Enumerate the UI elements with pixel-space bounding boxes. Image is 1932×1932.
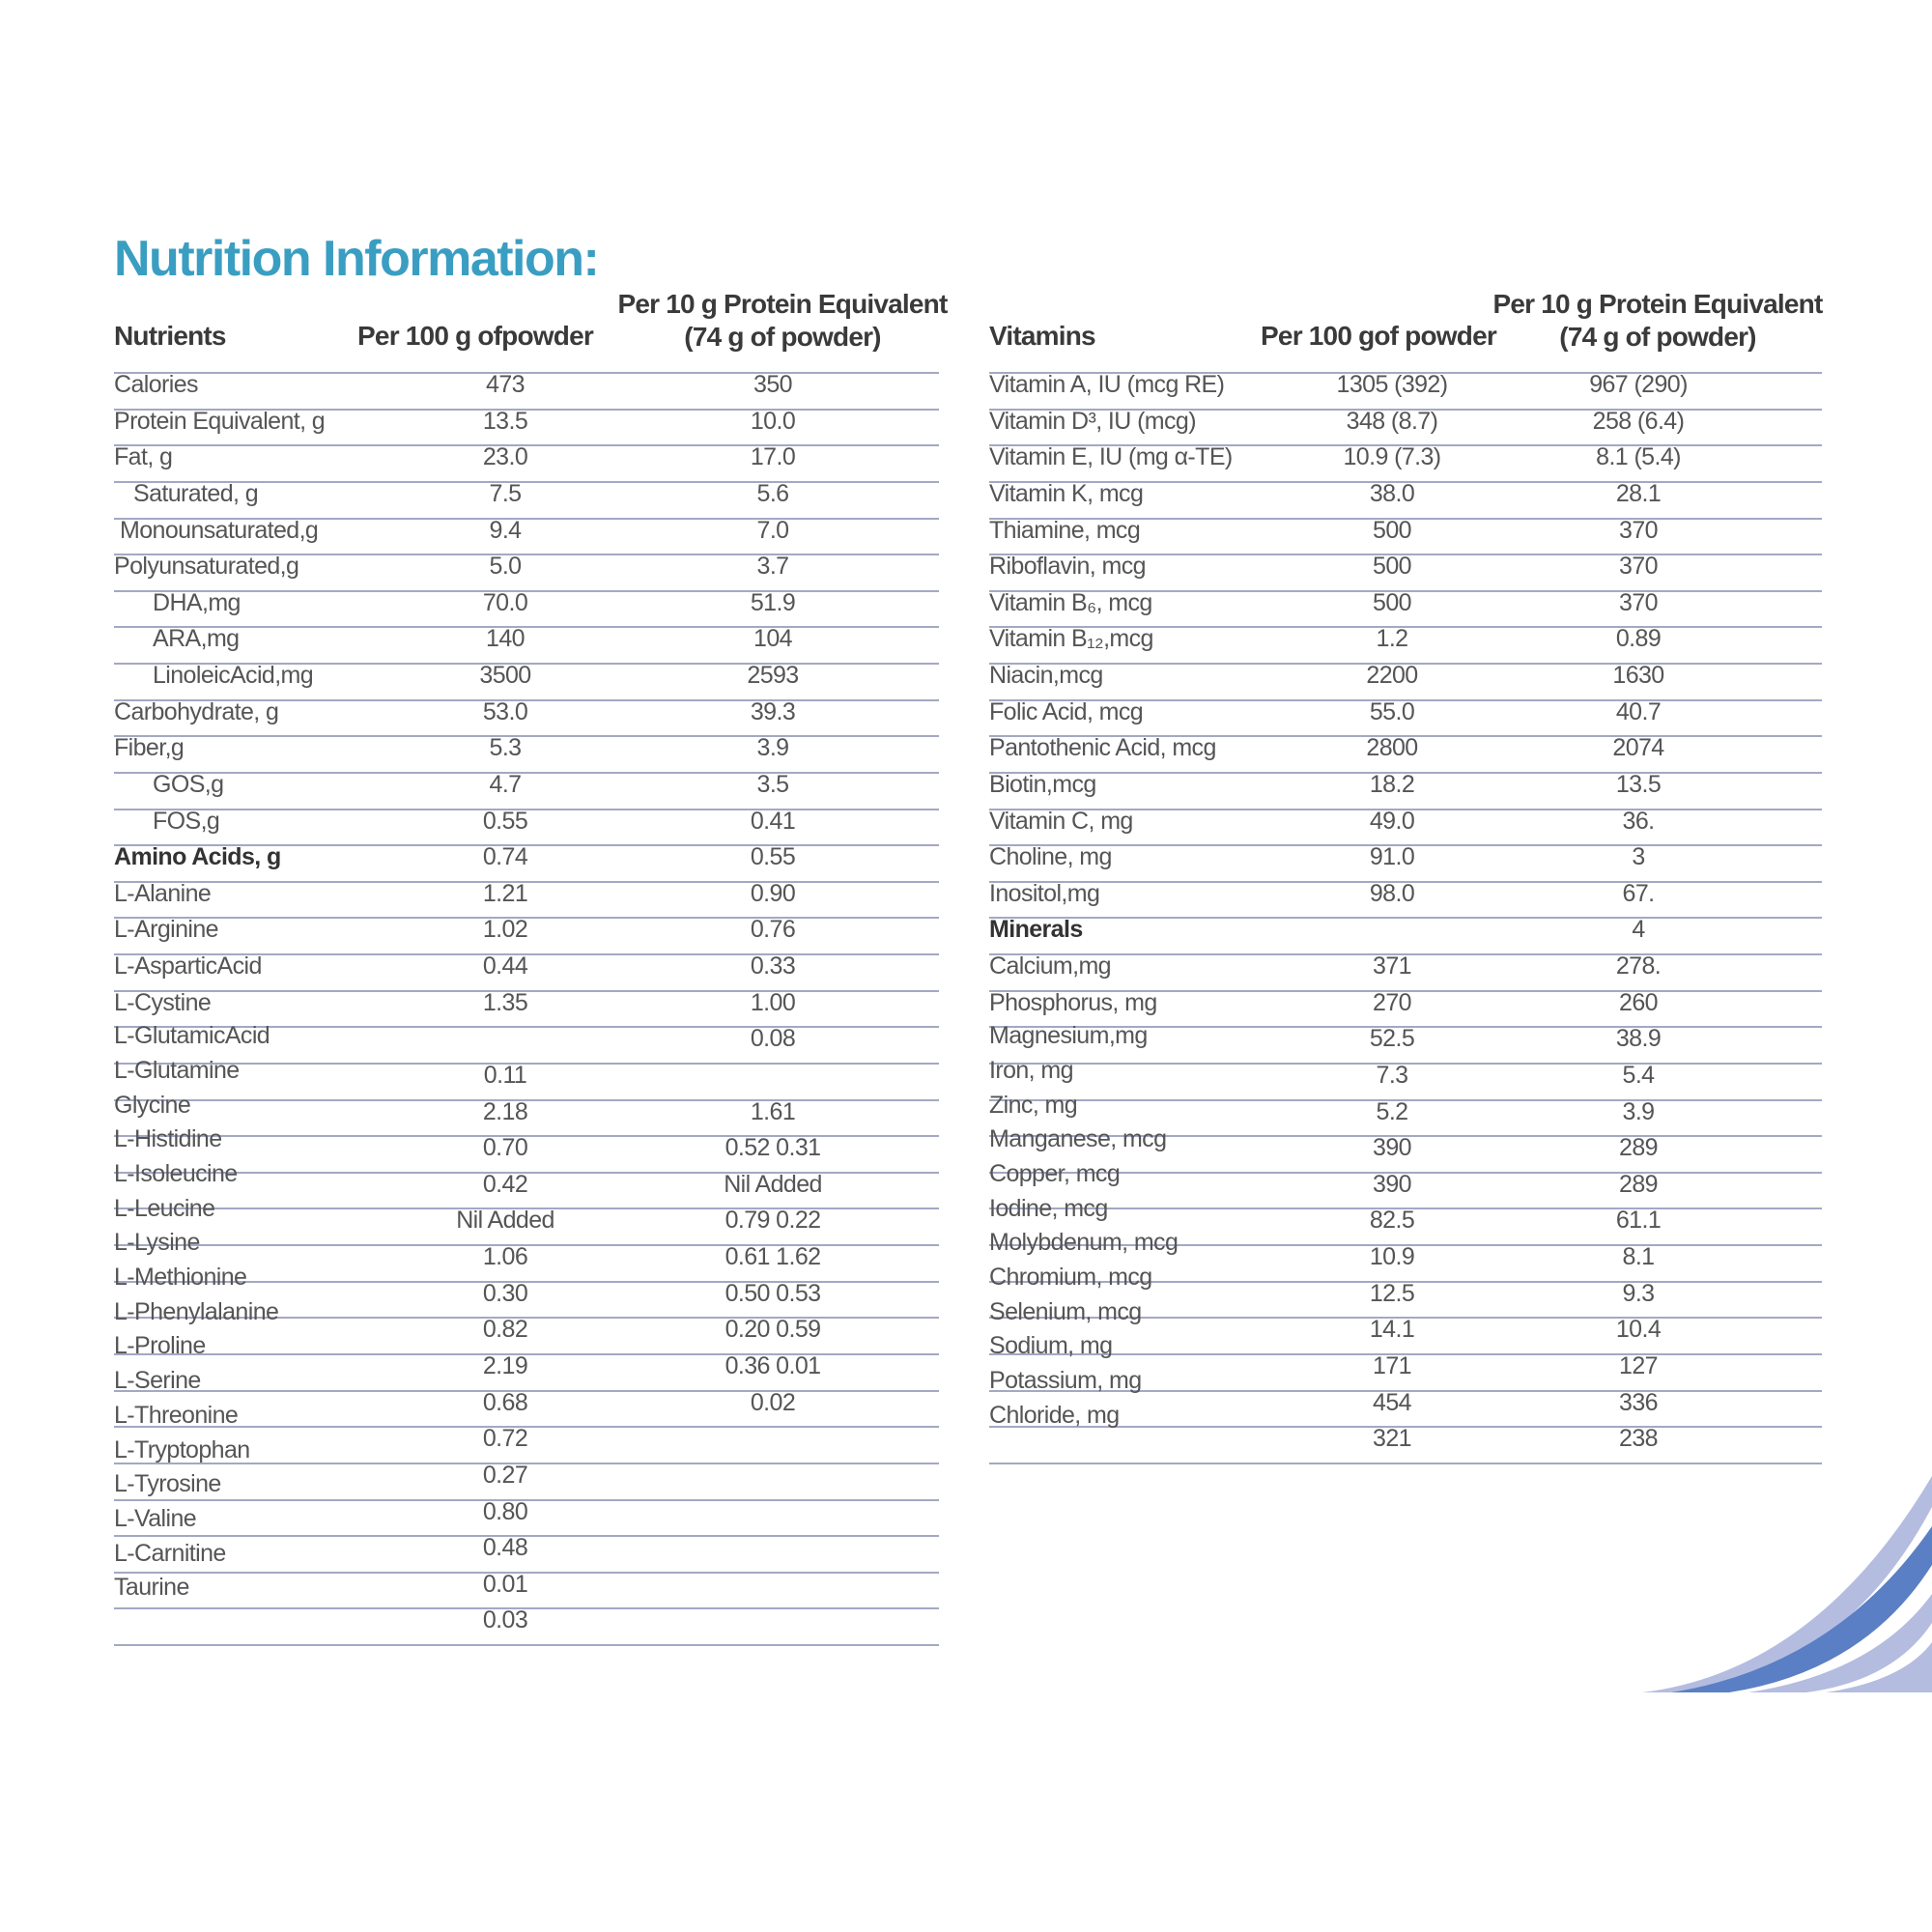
per-100g-value: 91.0	[1369, 843, 1415, 871]
per-100g-value: 7.3	[1376, 1061, 1408, 1089]
per-10g-value: 8.1 (5.4)	[1596, 443, 1681, 471]
per-100g-value: 2200	[1366, 662, 1418, 690]
per-10g-header-line2: (74 g of powder)	[684, 322, 881, 352]
row-label: Chromium, mcg	[989, 1264, 1152, 1291]
row-label: Polyunsaturated,g	[114, 553, 299, 581]
row-label: Magnesium,mg	[989, 1022, 1148, 1050]
row-label: Saturated, g	[133, 479, 259, 507]
per-10g-value: 38.9	[1615, 1025, 1662, 1053]
per-10g-value: 8.1	[1622, 1243, 1655, 1271]
per-10g-value: 51.9	[750, 588, 796, 616]
per-100g-value: 321	[1373, 1425, 1411, 1453]
per-100g-value: 18.2	[1369, 770, 1415, 798]
per-10g-value: 258 (6.4)	[1592, 407, 1685, 435]
row-label: L-Threonine	[114, 1401, 239, 1429]
row-label: L-Serine	[114, 1367, 201, 1395]
per-10g-value: 278.	[1615, 952, 1662, 980]
per-100g-value: 7.5	[489, 479, 522, 507]
per-10g-value: 0.55	[750, 843, 796, 871]
row-label: L-Histidine	[114, 1125, 222, 1153]
per-100g-value: 5.2	[1376, 1097, 1408, 1125]
per-10g-value: 61.1	[1615, 1207, 1662, 1235]
per-100g-value: 140	[486, 625, 525, 653]
per-100g-value: 0.74	[482, 843, 528, 871]
per-100g-value: 14.1	[1369, 1316, 1415, 1344]
per-10g-header-line1: Per 10 g Protein Equivalent	[1492, 289, 1823, 319]
row-label: L-Arginine	[114, 916, 218, 944]
per-10g-value: 370	[1619, 553, 1658, 581]
per-10g-value: 0.76	[750, 916, 796, 944]
per-100g-value: 23.0	[482, 443, 528, 471]
per-10g-value: 0.61 1.62	[724, 1243, 821, 1271]
row-label: L-Alanine	[114, 879, 212, 907]
per-100g-value: 1.21	[482, 879, 528, 907]
nutrients-header: Nutrients	[114, 321, 226, 351]
per-100g-value: 0.48	[482, 1534, 528, 1562]
row-label: L-AsparticAcid	[114, 952, 262, 980]
table-rule	[989, 917, 1822, 919]
per-100g-value: 55.0	[1369, 697, 1415, 725]
row-label: Vitamin D³, IU (mcg)	[989, 407, 1196, 435]
per-10g-value: 370	[1619, 516, 1658, 544]
per-100g-value: 1305 (392)	[1336, 371, 1448, 398]
per-10g-value: 350	[753, 371, 792, 398]
row-label: Calories	[114, 371, 198, 398]
row-label: Selenium, mcg	[989, 1297, 1142, 1325]
row-label: FOS,g	[153, 807, 220, 835]
per-10g-value: 289	[1619, 1170, 1658, 1198]
per-100g-value: 0.68	[482, 1388, 528, 1416]
per-10g-value: 67.	[1622, 879, 1655, 907]
per-10g-value: 104	[753, 625, 792, 653]
per-10g-value: 39.3	[750, 697, 796, 725]
row-label: Iodine, mcg	[989, 1194, 1108, 1222]
per-100g-value: 2.18	[482, 1097, 528, 1125]
per-100g-value: 390	[1373, 1134, 1411, 1162]
per-100g-value: 0.80	[482, 1497, 528, 1525]
per-10g-value: 0.41	[750, 807, 796, 835]
per-100g-value: 0.01	[482, 1570, 528, 1598]
row-label: Thiamine, mcg	[989, 516, 1141, 544]
per-10g-value: 3	[1632, 843, 1645, 871]
per-10g-value: 967 (290)	[1589, 371, 1688, 398]
per-100g-value: 171	[1373, 1352, 1411, 1379]
per-10g-value: 17.0	[750, 443, 796, 471]
per-100g-value: Nil Added	[456, 1207, 554, 1235]
per-100g-value: 0.30	[482, 1279, 528, 1307]
row-label: Inositol,mg	[989, 879, 1100, 907]
row-label: Folic Acid, mcg	[989, 697, 1144, 725]
per-10g-value: 9.3	[1622, 1279, 1655, 1307]
per-10g-value: 3.7	[756, 553, 789, 581]
row-label: Glycine	[114, 1091, 191, 1119]
vitamins-header: Vitamins	[989, 321, 1095, 351]
per-100g-value: 348 (8.7)	[1346, 407, 1438, 435]
row-label: Pantothenic Acid, mcg	[989, 734, 1216, 762]
per-100g-header: Per 100 gof powder	[1261, 321, 1496, 351]
per-100g-value: 0.72	[482, 1425, 528, 1453]
row-label: Potassium, mg	[989, 1367, 1142, 1395]
per-10g-value: 2593	[747, 662, 799, 690]
per-100g-header: Per 100 g ofpowder	[357, 321, 593, 351]
row-label: L-Valine	[114, 1504, 197, 1532]
row-label: ARA,mg	[153, 625, 240, 653]
per-100g-value: 500	[1373, 553, 1411, 581]
row-label: GOS,g	[153, 770, 224, 798]
row-label: L-Glutamine	[114, 1056, 240, 1084]
row-label: Fat, g	[114, 443, 173, 471]
per-100g-value: 3500	[479, 662, 531, 690]
per-100g-value: 454	[1373, 1388, 1411, 1416]
per-100g-value: 49.0	[1369, 807, 1415, 835]
per-10g-value: 1.61	[750, 1097, 796, 1125]
per-10g-value: Nil Added	[724, 1170, 822, 1198]
table-rule	[114, 1644, 939, 1646]
per-100g-value: 1.06	[482, 1243, 528, 1271]
row-label: L-Leucine	[114, 1194, 215, 1222]
per-100g-value: 0.55	[482, 807, 528, 835]
row-label: Vitamin C, mg	[989, 807, 1133, 835]
row-label: Vitamin E, IU (mg α-TE)	[989, 443, 1233, 471]
per-100g-value: 2.19	[482, 1352, 528, 1379]
per-100g-value: 4.7	[489, 770, 522, 798]
decorative-swoosh	[1642, 1449, 1932, 1700]
per-10g-value: 0.79 0.22	[724, 1207, 821, 1235]
per-100g-value: 0.27	[482, 1461, 528, 1489]
row-label: Calcium,mg	[989, 952, 1111, 980]
per-10g-header-line2: (74 g of powder)	[1559, 322, 1756, 352]
row-label: Niacin,mcg	[989, 662, 1103, 690]
per-10g-value: 0.90	[750, 879, 796, 907]
per-10g-value: 13.5	[1615, 770, 1662, 798]
row-label: L-Cystine	[114, 988, 212, 1016]
per-10g-value: 238	[1619, 1425, 1658, 1453]
per-100g-value: 500	[1373, 588, 1411, 616]
per-100g-value: 1.2	[1376, 625, 1408, 653]
per-10g-value: 5.6	[756, 479, 789, 507]
per-100g-value: 70.0	[482, 588, 528, 616]
per-100g-value: 0.03	[482, 1606, 528, 1634]
per-10g-value: 0.52 0.31	[724, 1134, 821, 1162]
per-10g-value: 36.	[1622, 807, 1655, 835]
per-10g-value: 3.9	[1622, 1097, 1655, 1125]
row-label: Monounsaturated,g	[120, 516, 319, 544]
per-100g-value: 473	[486, 371, 525, 398]
per-100g-value: 1.02	[482, 916, 528, 944]
row-label: Sodium, mg	[989, 1332, 1113, 1360]
per-100g-value: 0.82	[482, 1316, 528, 1344]
per-10g-value: 2074	[1612, 734, 1664, 762]
row-label: Vitamin A, IU (mcg RE)	[989, 371, 1225, 398]
row-label: Zinc, mg	[989, 1091, 1078, 1119]
per-10g-value: 260	[1619, 988, 1658, 1016]
section-heading: Minerals	[989, 916, 1083, 944]
per-10g-value: 0.50 0.53	[724, 1279, 821, 1307]
per-10g-value: 1.00	[750, 988, 796, 1016]
row-label: Vitamin B₆, mcg	[989, 588, 1152, 616]
per-10g-value: 289	[1619, 1134, 1658, 1162]
table-rule	[114, 772, 939, 774]
per-10g-value: 3.5	[756, 770, 789, 798]
row-label: L-Tryptophan	[114, 1435, 250, 1463]
per-10g-value: 0.36 0.01	[724, 1352, 821, 1379]
per-100g-value: 10.9 (7.3)	[1343, 443, 1441, 471]
row-label: Copper, mcg	[989, 1159, 1121, 1187]
per-100g-value: 5.0	[489, 553, 522, 581]
per-100g-value: 82.5	[1369, 1207, 1415, 1235]
per-10g-value: 0.02	[750, 1388, 796, 1416]
per-10g-value: 3.9	[756, 734, 789, 762]
row-label: Phosphorus, mg	[989, 988, 1157, 1016]
page-title: Nutrition Information:	[114, 231, 599, 287]
row-label: Fiber,g	[114, 734, 185, 762]
row-label: L-Lysine	[114, 1229, 200, 1257]
section-heading: Amino Acids, g	[114, 843, 281, 871]
per-100g-value: 9.4	[489, 516, 522, 544]
row-label: L-Methionine	[114, 1264, 247, 1291]
per-10g-value: 370	[1619, 588, 1658, 616]
per-100g-value: 5.3	[489, 734, 522, 762]
per-10g-value: 7.0	[756, 516, 789, 544]
row-label: Riboflavin, mcg	[989, 553, 1146, 581]
row-label: Vitamin B₁₂,mcg	[989, 625, 1153, 653]
per-10g-value: 0.33	[750, 952, 796, 980]
row-label: L-GlutamicAcid	[114, 1022, 270, 1050]
per-100g-value: 0.42	[482, 1170, 528, 1198]
per-100g-value: 270	[1373, 988, 1411, 1016]
per-10g-value: 0.89	[1615, 625, 1662, 653]
row-label: L-Proline	[114, 1332, 206, 1360]
per-100g-value: 52.5	[1369, 1025, 1415, 1053]
per-100g-value: 2800	[1366, 734, 1418, 762]
per-10g-value: 28.1	[1615, 479, 1662, 507]
per-10g-value: 1630	[1612, 662, 1664, 690]
per-10g-header-line1: Per 10 g Protein Equivalent	[617, 289, 948, 319]
row-label: LinoleicAcid,mg	[153, 662, 314, 690]
row-label: Manganese, mcg	[989, 1125, 1167, 1153]
row-label: L-Tyrosine	[114, 1470, 221, 1498]
table-rule	[114, 735, 939, 737]
per-10g-value: 10.4	[1615, 1316, 1662, 1344]
per-100g-value: 98.0	[1369, 879, 1415, 907]
per-10g-value: 4	[1632, 916, 1645, 944]
row-label: Protein Equivalent, g	[114, 407, 326, 435]
per-100g-value: 10.9	[1369, 1243, 1415, 1271]
row-label: L-Isoleucine	[114, 1159, 238, 1187]
per-100g-value: 13.5	[482, 407, 528, 435]
row-label: Choline, mg	[989, 843, 1112, 871]
per-100g-value: 0.44	[482, 952, 528, 980]
row-label: Iron, mg	[989, 1056, 1073, 1084]
row-label: Carbohydrate, g	[114, 697, 279, 725]
per-10g-value: 5.4	[1622, 1061, 1655, 1089]
per-100g-value: 12.5	[1369, 1279, 1415, 1307]
row-label: Chloride, mg	[989, 1401, 1120, 1429]
row-label: L-Carnitine	[114, 1539, 226, 1567]
table-rule	[114, 372, 939, 374]
row-label: Molybdenum, mcg	[989, 1229, 1179, 1257]
per-100g-value: 53.0	[482, 697, 528, 725]
per-100g-value: 371	[1373, 952, 1411, 980]
per-100g-value: 500	[1373, 516, 1411, 544]
per-100g-value: 1.35	[482, 988, 528, 1016]
row-label: Taurine	[114, 1574, 189, 1602]
row-label: Biotin,mcg	[989, 770, 1096, 798]
per-10g-value: 336	[1619, 1388, 1658, 1416]
per-10g-value: 0.08	[750, 1025, 796, 1053]
per-10g-value: 10.0	[750, 407, 796, 435]
per-10g-value: 0.20 0.59	[724, 1316, 821, 1344]
per-100g-value: 390	[1373, 1170, 1411, 1198]
per-10g-value: 40.7	[1615, 697, 1662, 725]
per-100g-value: 0.70	[482, 1134, 528, 1162]
per-100g-value: 0.11	[483, 1061, 527, 1089]
per-10g-value: 127	[1619, 1352, 1658, 1379]
row-label: L-Phenylalanine	[114, 1297, 279, 1325]
row-label: DHA,mg	[153, 588, 241, 616]
per-100g-value: 38.0	[1369, 479, 1415, 507]
row-label: Vitamin K, mcg	[989, 479, 1144, 507]
